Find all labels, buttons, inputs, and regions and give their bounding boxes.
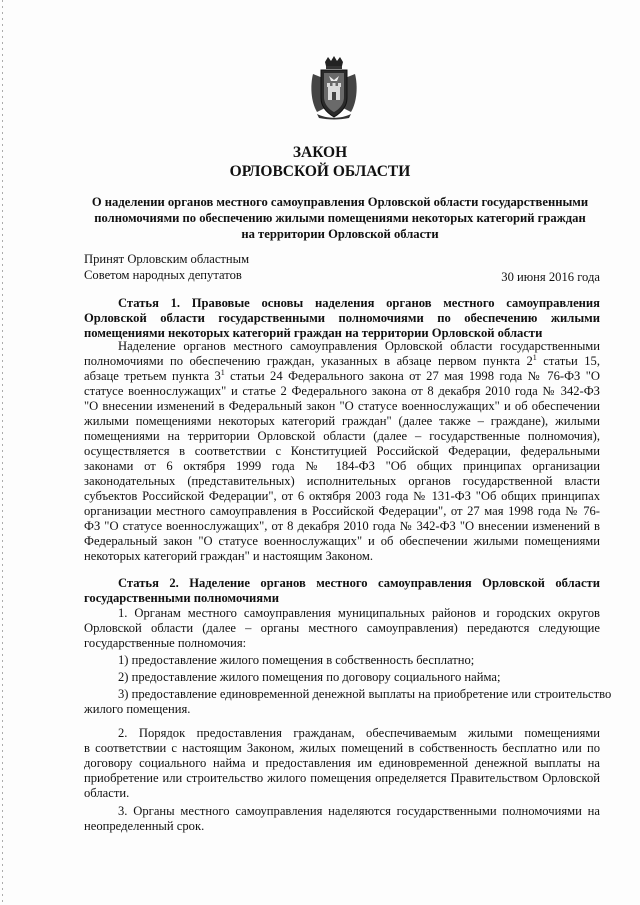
body-line: неопределенный срок. [84,819,205,833]
law-title [80,194,600,242]
body-text: статьи 15, [536,354,600,368]
list-item: 2) предоставление жилого помещения по договору социального найма; [118,670,501,684]
body-line: "О внесении изменений в Федеральный закон "О статусе военнослужащих" и об обеспечении [84,399,600,413]
body-line: помещениями на территории Орловской области (далее – государственные полномочия), [84,429,600,443]
body-line: осуществляется в соответствии с Конституцией Российской Федерации, федеральными [84,444,600,458]
article-heading-line: Статья 1. Правовые основы наделения органов местного самоуправления [118,296,600,310]
body-line: законами от 6 октября 1999 года № 184-ФЗ "Об общих принципах организации [84,459,600,473]
body-line: Федеральный закон "О статусе военнослужащих" и об обеспечении жилыми помещениями [84,534,600,548]
body-line: статусе военнослужащих" и статье 2 Федерального закона от 8 декабря 2010 года № 342-ФЗ [84,384,600,398]
body-text: статьи 24 Федерального закона от 27 мая 1998 года № 76-ФЗ "О [224,369,600,383]
list-item: 1) предоставление жилого помещения в собственность бесплатно; [118,653,475,667]
adoption-line: Принят Орловским областным [84,252,250,266]
superscript: 1 [220,367,225,377]
article-2-paragraph-3 [84,804,600,834]
law-title-line: на территории Орловской области [241,227,439,241]
body-text: полномочиями по обеспечению граждан, указанных в абзаце первом пункта 2 [84,354,533,368]
body-line: Наделение органов местного самоуправления Орловской области государственными [118,339,600,353]
article-2-paragraph-1 [84,606,600,651]
list-item-continuation: жилого помещения. [84,702,191,716]
law-title-line: О наделении органов местного самоуправления Орловской области государственными [91,195,589,209]
list-item: 3) предоставление единовременной денежной выплаты на приобретение или строительство [118,687,612,701]
body-line: организации местного самоуправления в Российской Федерации", от 27 мая 1998 года № 76- [84,504,600,518]
article-heading-line: помещениями некоторых категорий граждан на территории Орловской области [84,326,543,340]
body-line: области. [84,786,130,800]
body-line: 1. Органам местного самоуправления муниципальных районов и городских округов [118,606,600,620]
body-line: Орловской области (далее – органы местного самоуправления) передаются следующие [84,621,600,635]
law-heading: ЗАКОН [292,144,348,161]
body-line: 3. Органы местного самоуправления наделяются государственными полномочиями на [118,804,600,818]
authority-list [84,653,612,717]
body-line: субъектов Российской Федерации", от 6 октября 2003 года № 131-ФЗ "Об общих принципах [84,489,600,503]
article-2-paragraph-2 [84,726,600,801]
adoption-line: Советом народных депутатов [84,268,242,282]
body-line: 2. Порядок предоставления гражданам, обеспечиваемым жилыми помещениями [118,726,600,740]
body-line: жилыми помещениями некоторых категорий граждан" (далее также – граждане), жилыми [84,414,600,428]
article-heading-line: государственными полномочиями [84,591,279,605]
body-line: договору социального найма и предоставления им единовременной денежной выплаты на [84,756,600,770]
article-heading-line: Статья 2. Наделение органов местного самоуправления Орловской области [118,576,600,590]
body-line: приобретение или строительство жилого помещения определяется Правительством Орловской [84,771,600,785]
adoption-date: 30 июня 2016 года [501,270,600,284]
body-text: абзаце третьем пункта 3 [84,369,221,383]
coat-of-arms-icon [309,56,359,120]
article-1-body [84,339,600,564]
body-line: законодательных (представительных) исполнительных органов государственной власти [84,474,600,488]
body-line [84,369,600,384]
article-1-heading [84,296,600,341]
body-line: ФЗ "О статусе военнослужащих", от 8 декабря 2010 года № 342-ФЗ "О внесении изменений в [84,519,600,533]
article-2-heading [84,576,600,606]
scan-edge [2,0,3,905]
adoption-note [84,251,249,283]
superscript: 1 [532,352,537,362]
body-line: государственные полномочия: [84,636,247,650]
body-line: некоторых категорий граждан" и настоящим Законом. [84,549,374,563]
article-heading-line: Орловской области государственными полномочиями по обеспечению жилыми [84,311,600,325]
body-line: в соответствии с настоящим Законом, жилых помещений в собственность бесплатно или по [84,741,600,755]
body-line [84,354,600,369]
region-heading: ОРЛОВСКОЙ ОБЛАСТИ [229,163,411,180]
law-title-line: полномочиями по обеспечению жилыми помещениями некоторых категорий граждан [94,211,586,225]
